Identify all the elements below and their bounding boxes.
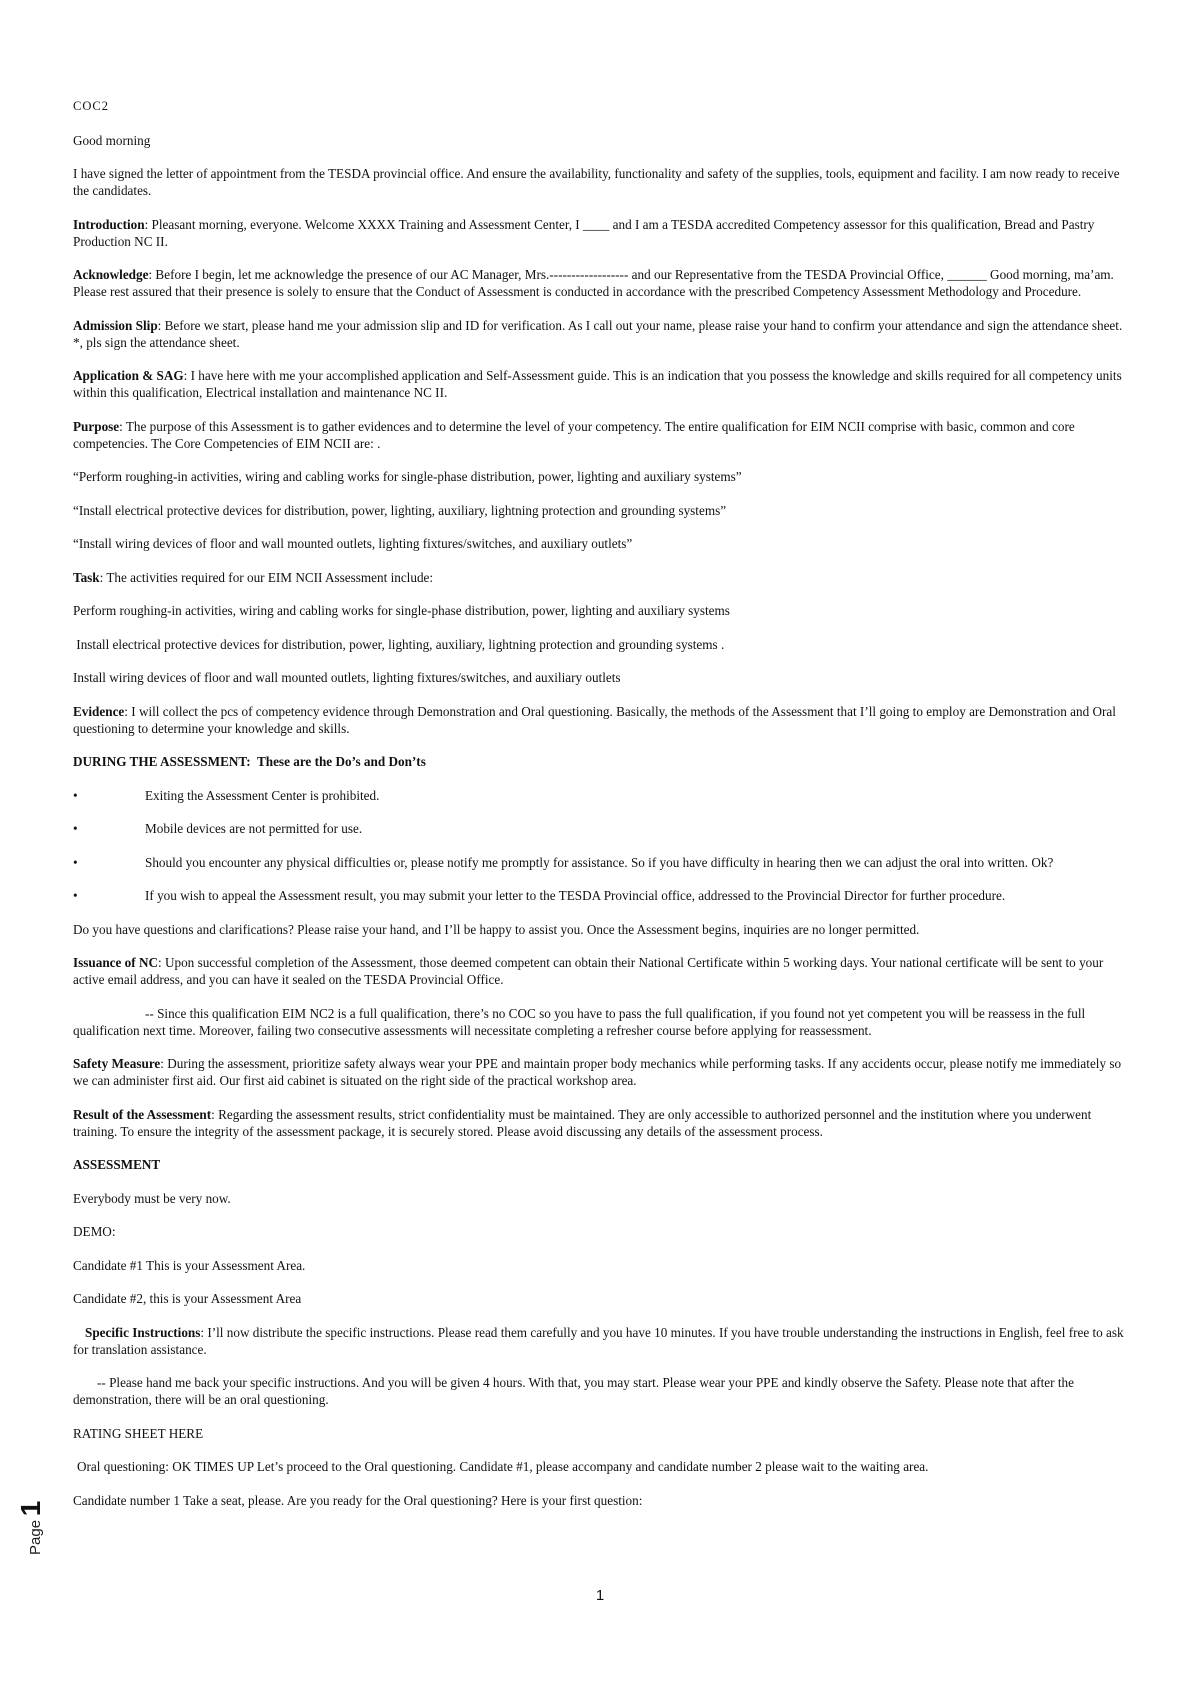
list-item-text: Exiting the Assessment Center is prohibited.	[145, 787, 380, 803]
list-item-text: If you wish to appeal the Assessment result, you may submit your letter to the TESDA Provincial office, addressed to the Provincial Director for further procedure.	[145, 888, 1006, 903]
bullet-marker: •	[73, 821, 78, 836]
greeting: Good morning	[73, 132, 151, 148]
section-acknowledge	[73, 266, 1135, 300]
section-text: : Before we start, please hand me your admission slip and ID for verification. As I call out your name, please raise your hand to confirm your attendance and sign the attendance sheet. *, pls sign the attendance sheet.	[73, 317, 1123, 350]
section-text: : I will collect the pcs of competency evidence through Demonstration and Oral questioning. Basically, the methods of the Assessment that I’ll going to employ are Demonstration and Oral questioning to determine your knowledge and skills.	[73, 703, 1116, 736]
footer-page-number: 1	[595, 1587, 605, 1604]
bullet-marker: •	[73, 854, 78, 870]
section-label: Purpose	[73, 418, 120, 434]
section-admission-slip	[73, 317, 1135, 351]
candidate-number-1-line: Candidate number 1 Take a seat, please. Are you ready for the Oral questioning? Here is your first question:	[73, 1492, 643, 1508]
section-evidence	[73, 703, 1135, 737]
rating-sheet-line: RATING SHEET HERE	[73, 1425, 204, 1441]
core-competency: “Perform roughing-in activities, wiring and cabling works for single-phase distribution, power, lighting and auxiliary systems”	[73, 469, 742, 484]
document-header: COC2	[73, 99, 109, 113]
task-item: Install wiring devices of floor and wall mounted outlets, lighting fixtures/switches, and auxiliary outlets	[73, 670, 621, 685]
section-text: : Upon successful completion of the Assessment, those deemed competent can obtain their National Certificate within 5 working days. Your national certificate will be sent to your active email address, and you can have it sealed on the TESDA Provincial Office.	[73, 955, 1104, 987]
section-text: : The purpose of this Assessment is to gather evidences and to determine the level of your competency. The entire qualification for EIM NCII comprise with basic, common and core competencies. The Core Competencies of EIM NCII are: .	[73, 418, 1075, 451]
candidate-1-line: Candidate #1 This is your Assessment Area.	[73, 1257, 306, 1273]
section-label: Introduction	[73, 216, 145, 232]
core-competency: “Install wiring devices of floor and wall mounted outlets, lighting fixtures/switches, and auxiliary outlets”	[73, 536, 633, 551]
section-text: : I have here with me your accomplished application and Self-Assessment guide. This is an indication that you possess the knowledge and skills required for all competency units within this qualification, Electrical installation and maintenance NC II.	[73, 368, 1122, 400]
during-heading	[73, 753, 1135, 770]
list-item	[73, 887, 1135, 904]
during-label: DURING THE ASSESSMENT	[73, 754, 247, 769]
since-paragraph: -- Since this qualification EIM NC2 is a full qualification, there’s no COC so you have to pass the full qualification, if you found not yet competent you will be reassess in the full qualification next time. Moreover, failing two consecutive assessments will necessitate completing a refresher course before applying for reassessment.	[73, 1005, 1086, 1038]
demo-line: DEMO:	[73, 1224, 116, 1239]
handback-paragraph	[73, 1374, 1135, 1408]
section-label: Issuance of NC	[73, 955, 158, 970]
page-margin-label	[15, 1495, 52, 1555]
assessment-heading-text: ASSESSMENT	[73, 1157, 161, 1172]
questions-paragraph: Do you have questions and clarifications? Please raise your hand, and I’ll be happy to assist you. Once the Assessment begins, inquiries are no longer permitted.	[73, 921, 920, 937]
section-text: : Regarding the assessment results, strict confidentiality must be maintained. They are only accessible to authorized personnel and the institution where you underwent training. To ensure the integrity of the assessment package, it is securely stored. Please avoid discussing any details of the assessment process.	[73, 1106, 1092, 1139]
page-margin-number: 1	[15, 1500, 46, 1517]
section-text: : During the assessment, prioritize safety always wear your PPE and maintain proper body mechanics while performing tasks. If any accidents occur, please notify me immediately so we can administer first aid. Our first aid cabinet is situated on the right side of the practical workshop area.	[73, 1056, 1122, 1088]
during-subheading: These are the Do’s and Don’ts	[256, 754, 426, 769]
core-competency: “Install electrical protective devices for distribution, power, lighting, auxiliary, lightning protection and grounding systems”	[73, 502, 727, 518]
section-issuance	[73, 954, 1135, 988]
section-text: : I’ll now distribute the specific instructions. Please read them carefully and you have 10 minutes. If you have trouble understanding the instructions in English, feel free to ask for translation assistance.	[73, 1324, 1124, 1357]
section-label: Specific Instructions	[85, 1324, 201, 1340]
section-label: Task	[73, 569, 100, 585]
bullet-marker: •	[73, 787, 78, 803]
page-margin-word: Page	[27, 1519, 44, 1555]
section-text: : Pleasant morning, everyone. Welcome XXXX Training and Assessment Center, I ____ and I am a TESDA accredited Competency assessor for this qualification, Bread and Pastry Production NC II.	[73, 216, 1095, 249]
section-application	[73, 367, 1135, 401]
document-body	[73, 98, 1135, 1525]
task-item: Install electrical protective devices for distribution, power, lighting, auxiliary, lightning protection and grounding systems .	[73, 636, 725, 652]
list-item	[73, 854, 1135, 871]
section-safety	[73, 1055, 1135, 1089]
section-label: Evidence	[73, 703, 125, 719]
everybody-line: Everybody must be very now.	[73, 1190, 231, 1206]
section-label: Acknowledge	[73, 267, 149, 282]
section-task	[73, 569, 1135, 586]
bullet-marker: •	[73, 888, 78, 903]
section-specific-instructions	[73, 1324, 1135, 1358]
during-separator: :	[246, 754, 257, 769]
section-result	[73, 1106, 1135, 1140]
list-item-text: Mobile devices are not permitted for use.	[145, 821, 363, 836]
task-item: Perform roughing-in activities, wiring and cabling works for single-phase distribution, power, lighting and auxiliary systems	[73, 603, 730, 618]
list-item	[73, 820, 1135, 837]
assessment-heading	[73, 1156, 1135, 1173]
para-signed: I have signed the letter of appointment from the TESDA provincial office. And ensure the availability, functionality and safety of the supplies, tools, equipment and facility. I am now ready to receive the candidates.	[73, 166, 1120, 198]
section-purpose	[73, 418, 1135, 452]
section-label: Safety Measure	[73, 1056, 161, 1071]
oral-questioning-line: Oral questioning: OK TIMES UP Let’s proceed to the Oral questioning. Candidate #1, please accompany and candidate number 2 please wait to the waiting area.	[77, 1459, 929, 1474]
list-item-text: Should you encounter any physical difficulties or, please notify me promptly for assistance. So if you have difficulty in hearing then we can adjust the oral into written. Ok?	[145, 854, 1054, 870]
section-text: : The activities required for our EIM NCII Assessment include:	[99, 569, 434, 585]
candidate-2-line: Candidate #2, this is your Assessment Area	[73, 1291, 302, 1306]
section-label: Result of the Assessment	[73, 1106, 212, 1122]
list-item	[73, 787, 1135, 804]
handback-text: -- Please hand me back your specific instructions. And you will be given 4 hours. With that, you may start. Please wear your PPE and kindly observe the Safety. Please note that after the demonstration, there will be an oral questioning.	[73, 1375, 1074, 1407]
section-label: Admission Slip	[73, 317, 158, 333]
section-label: Application & SAG	[73, 368, 184, 383]
section-introduction	[73, 216, 1135, 250]
section-text: : Before I begin, let me acknowledge the presence of our AC Manager, Mrs.------------------ and our Representative from the TESDA Provincial Office, ______ Good morning, ma’am. Please rest assured that their presence is solely to ensure that the Conduct of Assessment is conducted in accordance with the prescribed Competency Assessment Methodology and Procedure.	[73, 267, 1114, 299]
